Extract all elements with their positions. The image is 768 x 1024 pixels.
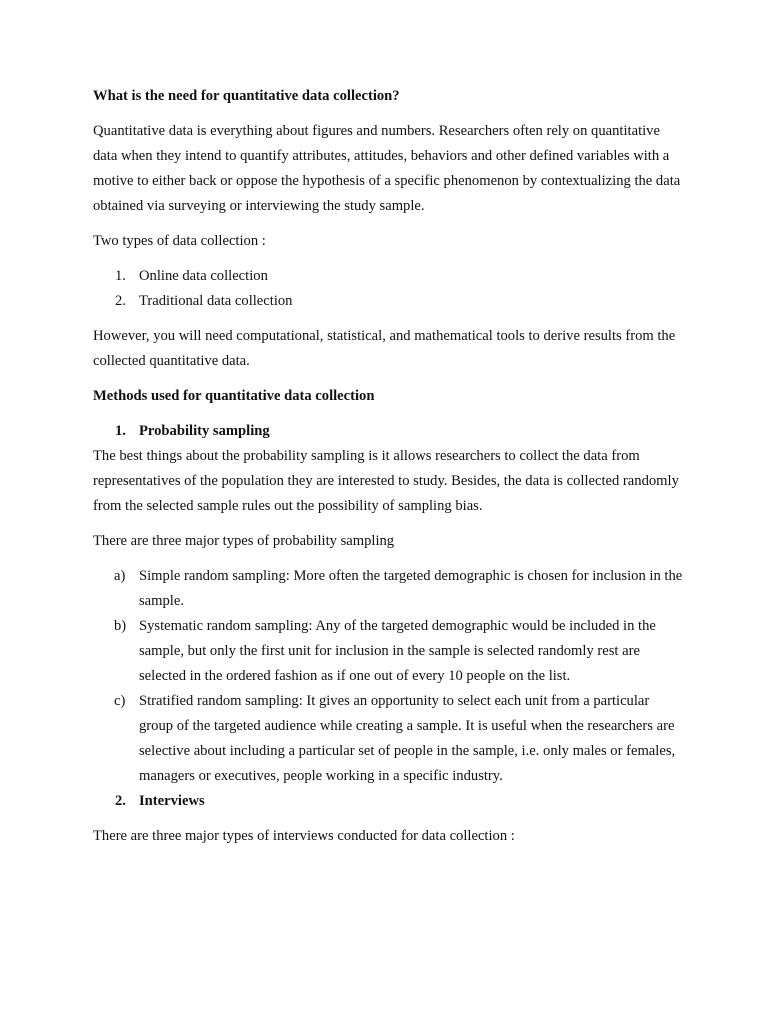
method-title: Probability sampling: [139, 423, 270, 439]
list-item-text: Traditional data collection: [139, 293, 293, 309]
section-heading-need: What is the need for quantitative data collection?: [93, 88, 400, 104]
list-item-text: Systematic random sampling: Any of the targeted demographic would be included in the sample, but only the first unit for inclusion in the sample is selected randomly rest are selected in the ordered fashion as if one out of every 10 people on the list.: [139, 618, 656, 684]
list-marker: a): [114, 568, 126, 584]
data-collection-types-list: [93, 264, 683, 314]
paragraph-probability-sampling: The best things about the probability sampling is it allows researchers to collect the data from representatives of the population they are interested to study. Besides, the data is collected randomly from the selected sample rules out the possibility of sampling bias.: [93, 448, 679, 514]
list-marker: 1.: [115, 423, 126, 439]
list-item-text: Online data collection: [139, 268, 268, 284]
list-marker: 2.: [115, 793, 126, 809]
paragraph-tools: However, you will need computational, statistical, and mathematical tools to derive results from the collected quantitative data.: [93, 328, 676, 369]
list-item-text: Stratified random sampling: It gives an opportunity to select each unit from a particular group of the targeted audience while creating a sample. It is useful when the researchers are selective about including a particular set of people in the sample, i.e. only males or females, managers or executives, people working in a specific industry.: [139, 693, 676, 784]
paragraph-quantitative-intro: Quantitative data is everything about figures and numbers. Researchers often rely on quantitative data when they intend to quantify attributes, attitudes, behaviors and other defined variables with a motive to either back or oppose the hypothesis of a specific phenomenon by contextualizing the data obtained via surveying or interviewing the study sample.: [93, 123, 681, 214]
document-page: [93, 84, 683, 859]
paragraph-interviews-intro: There are three major types of interviews conducted for data collection :: [93, 828, 515, 844]
section-heading-methods: Methods used for quantitative data collection: [93, 388, 375, 404]
list-item: [93, 289, 683, 314]
sampling-types-list: [93, 564, 683, 789]
list-marker: c): [114, 693, 126, 709]
list-marker: 2.: [115, 293, 126, 309]
list-item: [93, 614, 683, 689]
method-heading-interviews: [93, 789, 683, 814]
list-item-text: Simple random sampling: More often the targeted demographic is chosen for inclusion in the sample.: [139, 568, 683, 609]
list-item: [93, 689, 683, 789]
method-heading-probability-sampling: [93, 419, 683, 444]
list-marker: 1.: [115, 268, 126, 284]
paragraph-sampling-types-intro: There are three major types of probability sampling: [93, 533, 395, 549]
list-item: [93, 264, 683, 289]
list-marker: b): [114, 618, 127, 634]
list-item: [93, 564, 683, 614]
method-title: Interviews: [139, 793, 205, 809]
paragraph-types-intro: Two types of data collection :: [93, 233, 266, 249]
